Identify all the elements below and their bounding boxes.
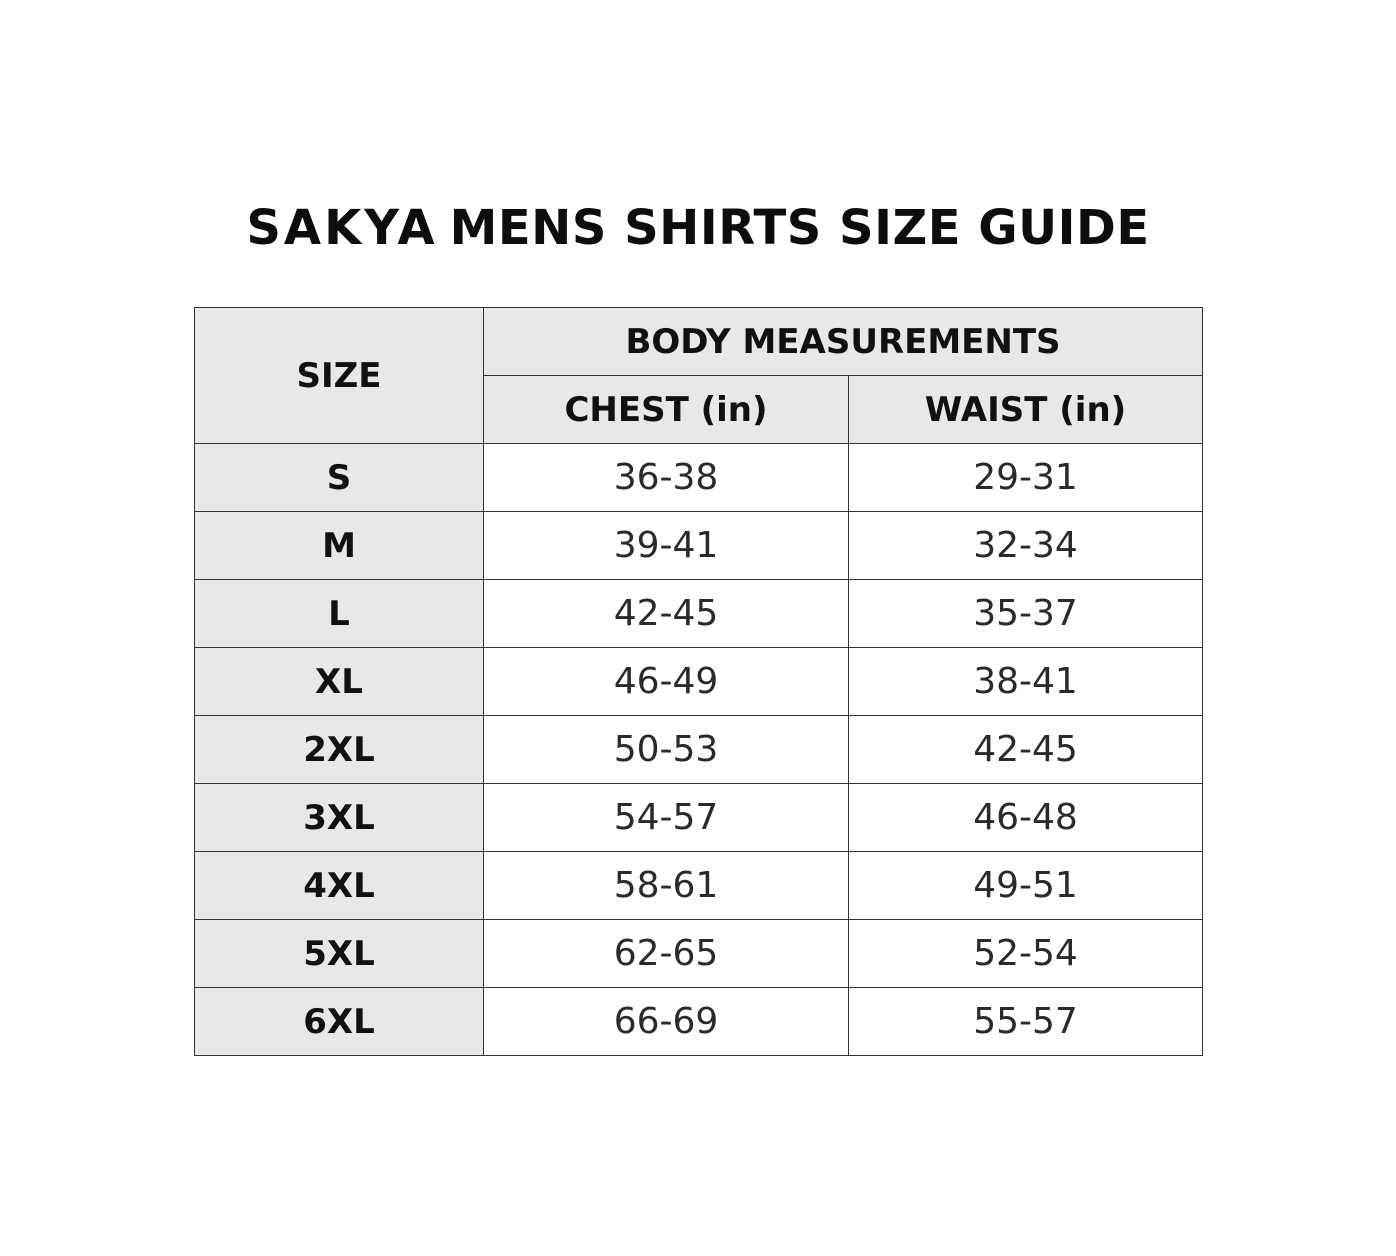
- size-cell: L: [195, 580, 484, 648]
- table-row: [195, 512, 1203, 580]
- size-cell: XL: [195, 648, 484, 716]
- size-guide-table: [194, 307, 1203, 1056]
- chest-cell: 58-61: [484, 852, 849, 920]
- brand-name: SAKYA: [246, 200, 438, 256]
- size-cell: 5XL: [195, 920, 484, 988]
- table-row: [195, 580, 1203, 648]
- size-cell: M: [195, 512, 484, 580]
- chest-cell: 39-41: [484, 512, 849, 580]
- waist-cell: 46-48: [849, 784, 1203, 852]
- body-measurements-header: BODY MEASUREMENTS: [484, 308, 1203, 376]
- chest-cell: 50-53: [484, 716, 849, 784]
- table-row: [195, 784, 1203, 852]
- size-cell: 6XL: [195, 988, 484, 1056]
- size-cell: 4XL: [195, 852, 484, 920]
- table-row: [195, 920, 1203, 988]
- table-body: [195, 444, 1203, 1056]
- waist-cell: 29-31: [849, 444, 1203, 512]
- size-column-header: SIZE: [195, 308, 484, 444]
- chest-column-header: CHEST (in): [484, 376, 849, 444]
- waist-column-header: WAIST (in): [849, 376, 1203, 444]
- chest-cell: 62-65: [484, 920, 849, 988]
- chest-cell: 36-38: [484, 444, 849, 512]
- title-text: MENS SHIRTS SIZE GUIDE: [449, 200, 1150, 256]
- chest-cell: 66-69: [484, 988, 849, 1056]
- header-row-group: [195, 308, 1203, 376]
- size-cell: 3XL: [195, 784, 484, 852]
- waist-cell: 49-51: [849, 852, 1203, 920]
- size-cell: S: [195, 444, 484, 512]
- table-row: [195, 716, 1203, 784]
- page-title: [0, 196, 1396, 260]
- table-row: [195, 444, 1203, 512]
- table-row: [195, 852, 1203, 920]
- waist-cell: 52-54: [849, 920, 1203, 988]
- waist-cell: 32-34: [849, 512, 1203, 580]
- chest-cell: 42-45: [484, 580, 849, 648]
- size-cell: 2XL: [195, 716, 484, 784]
- waist-cell: 38-41: [849, 648, 1203, 716]
- waist-cell: 35-37: [849, 580, 1203, 648]
- waist-cell: 42-45: [849, 716, 1203, 784]
- waist-cell: 55-57: [849, 988, 1203, 1056]
- table-header: [195, 308, 1203, 444]
- chest-cell: 46-49: [484, 648, 849, 716]
- table-row: [195, 648, 1203, 716]
- table-row: [195, 988, 1203, 1056]
- chest-cell: 54-57: [484, 784, 849, 852]
